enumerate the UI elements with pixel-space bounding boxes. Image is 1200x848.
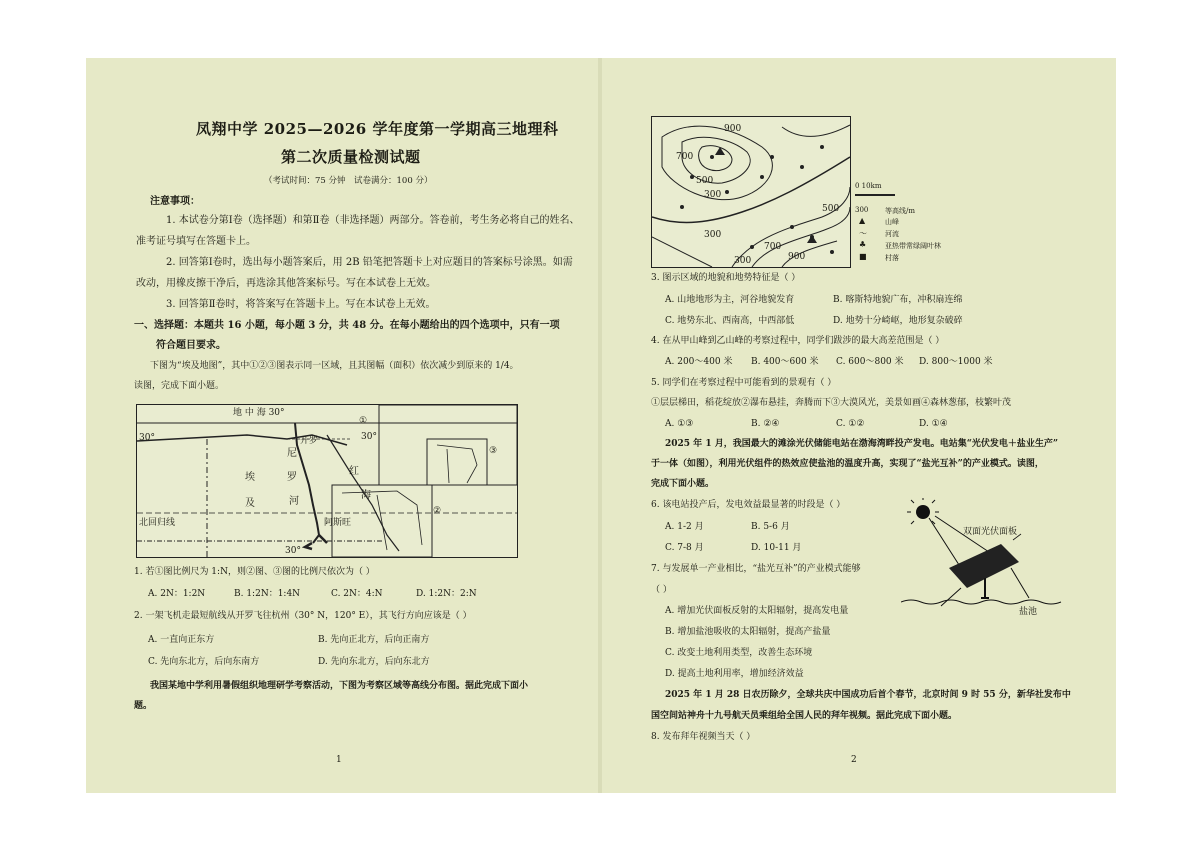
intro-text: 下图为“埃及地图”，其中①②③图表示同一区域，且其图幅（面积）依次减少到原来的 1/4。	[150, 361, 519, 371]
q7-option-b: B. 增加盐池吸收的太阳辐射，提高产盐量	[665, 627, 831, 637]
note-line: 准考证号填写在答题卡上。	[136, 236, 256, 247]
map-label-1: ①	[359, 416, 368, 426]
contour-label: 900	[788, 252, 806, 262]
legend-contour: 等高线/m	[885, 207, 915, 215]
question-4: 4. 在从甲山峰到乙山峰的考察过程中，同学们跋涉的最大高差范围是（ ）	[651, 336, 945, 346]
q4-option-d: D. 800～1000 米	[919, 357, 993, 367]
map-label-3: ③	[489, 446, 498, 456]
question-7-cont: （ ）	[651, 585, 672, 595]
q4-option-b: B. 400～600 米	[751, 357, 819, 367]
question-3: 3. 图示区域的地貌和地势特征是（ ）	[651, 273, 801, 283]
q2-option-b: B. 先向正北方，后向正南方	[318, 635, 430, 645]
village-icon: ■	[859, 252, 867, 261]
river-icon: ～	[859, 229, 867, 238]
q5-option-d: D. ①④	[919, 419, 948, 429]
map-label-lon: 30°	[285, 546, 301, 556]
map-legend	[855, 178, 975, 268]
question-6: 6. 该电站投产后，发电效益最显著的时段是（ ）	[651, 500, 846, 510]
page-number: 2	[851, 755, 857, 765]
contour-label: 500	[696, 176, 714, 186]
section-title: 一、选择题：本题共 16 小题，每小题 3 分，共 48 分。在每小题给出的四个选项中，只有一项	[134, 320, 560, 331]
q7-option-a: A. 增加光伏面板反射的太阳辐射，提高发电量	[665, 606, 849, 616]
question-8: 8. 发布拜年视频当天（ ）	[651, 732, 756, 742]
contour-map	[651, 116, 851, 268]
q2-option-c: C. 先向东北方，后向东南方	[148, 657, 260, 667]
panel-label: 双面光伏面板	[963, 527, 1018, 537]
pool-label: 盐池	[1019, 607, 1038, 617]
map-label-sea: 地 中 海 30°	[233, 408, 285, 418]
q3-option-b: B. 喀斯特地貌广布，冲积扇连绵	[833, 295, 963, 305]
map-label-cairo: 开罗	[300, 436, 319, 446]
contour-label: 300	[704, 190, 722, 200]
map-label-lat: 30°	[139, 433, 155, 443]
intro-text: 完成下面小题。	[651, 479, 715, 489]
question-2: 2. 一架飞机走最短航线从开罗飞往杭州（30° N，120° E），其飞行方向应该是（ ）	[134, 611, 472, 621]
intro-text: 2025 年 1 月，我国最大的滩涂光伏储能电站在渤海湾畔投产发电。电站集“光伏发电＋盐业生产”	[665, 439, 1059, 449]
q4-option-c: C. 600～800 米	[836, 357, 904, 367]
egypt-map-1	[136, 404, 518, 558]
q5-option-c: C. ①②	[836, 419, 865, 429]
intro-text: 题。	[134, 701, 153, 711]
tree-icon: ♣	[859, 240, 867, 249]
left-page	[86, 58, 601, 793]
map-label-egypt: 及	[245, 498, 255, 509]
legend-contour-value: 300	[855, 206, 869, 214]
map-label-tropic: 北回归线	[139, 518, 176, 528]
note-line: 1. 本试卷分第Ⅰ卷（选择题）和第Ⅱ卷（非选择题）两部分。答卷前，考生务必将自己的姓名、	[166, 215, 580, 226]
map-label-redsea: 海	[361, 490, 371, 501]
q1-option-d: D. 1:2N：2:N	[416, 589, 477, 599]
note-line: 2. 回答第Ⅰ卷时，选出每小题答案后，用 2B 铅笔把答题卡上对应题目的答案标号涂黑。如需	[166, 257, 573, 268]
exam-subtitle: 第二次质量检测试题	[281, 148, 421, 166]
map-label-egypt: 埃	[245, 472, 255, 483]
right-page	[601, 58, 1116, 793]
contour-label: 300	[734, 256, 752, 266]
q5-option-a: A. ①③	[665, 419, 694, 429]
intro-text: 国空间站神舟十九号航天员乘组给全国人民的拜年视频。据此完成下面小题。	[651, 711, 958, 721]
notes-heading: 注意事项：	[150, 196, 200, 207]
q4-option-a: A. 200～400 米	[665, 357, 733, 367]
map-label-redsea: 红	[349, 466, 359, 477]
q1-option-c: C. 2N：4:N	[331, 589, 383, 599]
note-line: 3. 回答第Ⅱ卷时，将答案写在答题卡上。写在本试卷上无效。	[166, 299, 436, 310]
page-number: 1	[336, 755, 342, 765]
contour-label: 500	[822, 204, 840, 214]
q6-option-b: B. 5-6 月	[751, 522, 790, 532]
q1-option-b: B. 1:2N：1:4N	[234, 589, 301, 599]
q1-option-a: A. 2N：1:2N	[148, 589, 206, 599]
legend-river: 河流	[885, 230, 899, 238]
map-label-lat-right: 30°	[361, 432, 377, 442]
map-label-nile: 尼	[287, 448, 297, 459]
question-1: 1. 若①图比例尺为 1:N，则②图、③图的比例尺依次为（ ）	[134, 567, 375, 577]
legend-forest: 亚热带常绿阔叶林	[885, 242, 941, 250]
note-line: 改动，用橡皮擦干净后，再选涂其他答案标号。写在本试卷上无效。	[136, 278, 436, 289]
q2-option-a: A. 一直向正东方	[148, 635, 215, 645]
q6-option-a: A. 1-2 月	[665, 522, 704, 532]
q6-option-d: D. 10-11 月	[751, 543, 802, 553]
legend-village: 村落	[885, 254, 899, 262]
contour-label: 300	[704, 230, 722, 240]
q7-option-d: D. 提高土地利用率，增加经济效益	[665, 669, 804, 679]
contour-label: 700	[764, 242, 782, 252]
map-label-2: ②	[433, 506, 442, 516]
intro-text: 读图，完成下面小题。	[134, 381, 225, 391]
scale-line	[855, 194, 895, 196]
intro-text: 我国某地中学利用暑假组织地理研学考察活动，下图为考察区域等高线分布图。据此完成下面小	[150, 681, 529, 691]
contour-label: 700	[676, 152, 694, 162]
legend-peak: 山峰	[885, 218, 899, 226]
q5-option-b: B. ②④	[751, 419, 780, 429]
peak-icon: ▲	[859, 216, 866, 225]
exam-info: （考试时间：75 分钟 试卷满分：100 分）	[264, 176, 433, 186]
intro-text: 2025 年 1 月 28 日农历除夕，全球共庆中国成功后首个春节，北京时间 9 时 55 分，新华社发布中	[665, 690, 1071, 700]
question-7: 7. 与发展单一产业相比，“盐光互补”的产业模式能够	[651, 564, 861, 574]
contour-label: 900	[724, 124, 742, 134]
q2-option-d: D. 先向东北方，后向东北方	[318, 657, 430, 667]
scale-bar: 0 10km	[855, 182, 882, 190]
map-label-nile: 罗	[287, 472, 297, 483]
exam-title: 凤翔中学 2025—2026 学年度第一学期高三地理科	[196, 120, 559, 138]
intro-text: 于一体（如图），利用光伏组件的热效应使盐池的温度升高，实现了“盐光互补”的产业模式。读图，	[651, 459, 1044, 469]
map-label-nile: 河	[289, 496, 299, 507]
q3-option-d: D. 地势十分崎岖，地形复杂破碎	[833, 316, 963, 326]
section-title-cont: 符合题目要求。	[156, 340, 226, 351]
q3-option-a: A. 山地地形为主，河谷地貌发育	[665, 295, 795, 305]
q5-items: ①层层梯田，稻花绽放②瀑布悬挂，奔腾而下③大漠风光，美景如画④森林葱郁，枝繁叶茂	[651, 398, 1012, 408]
solar-panel-figure	[901, 498, 1071, 618]
q6-option-c: C. 7-8 月	[665, 543, 704, 553]
map-label-aswan: 阿斯旺	[324, 518, 352, 528]
q3-option-c: C. 地势东北、西南高，中西部低	[665, 316, 795, 326]
question-5: 5. 同学们在考察过程中可能看到的景观有（ ）	[651, 378, 837, 388]
exam-sheet	[86, 58, 1116, 793]
q7-option-c: C. 改变土地利用类型，改善生态环境	[665, 648, 813, 658]
